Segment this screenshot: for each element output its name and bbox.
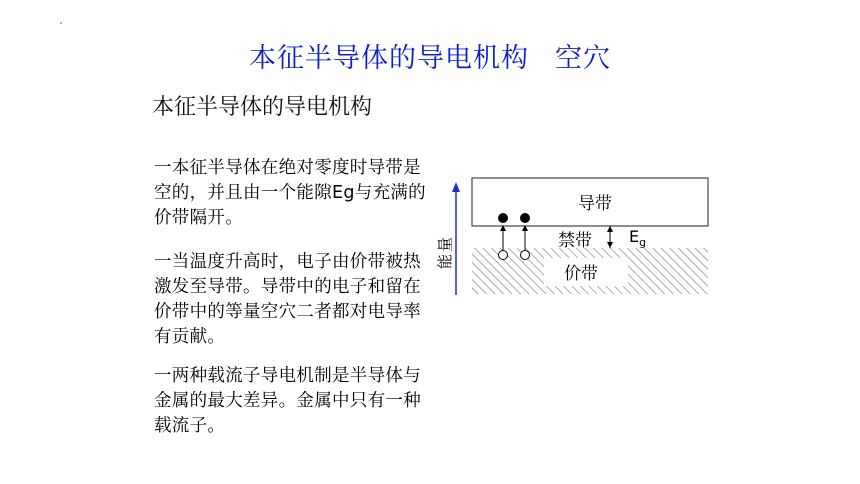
- hole-1: [499, 251, 508, 260]
- band-diagram: [420, 160, 720, 300]
- electron-1: [498, 213, 508, 223]
- energy-axis-arrowhead: [452, 182, 460, 192]
- title-main: 本征半导体的导电机构: [249, 43, 529, 74]
- title-sub: 空穴: [555, 43, 611, 74]
- paragraph-3: 一两种载流子导电机制是半导体与金属的最大差异。金属中只有一种载流子。: [154, 366, 421, 436]
- slide-title: [0, 36, 860, 75]
- hole-2: [521, 251, 530, 260]
- paragraph-1: 一本征半导体在绝对零度时导带是空的，并且由一个能隙Eg与充满的价带隔开。: [154, 158, 426, 228]
- gap-marker-top-arrow: [607, 226, 613, 232]
- decorative-dot: [60, 22, 62, 24]
- energy-axis-label: 能量: [436, 234, 454, 269]
- forbidden-band-label: 禁带: [558, 231, 592, 251]
- gap-marker-bottom-arrow: [607, 242, 613, 248]
- electron-2: [520, 213, 530, 223]
- conduction-band-label: 导带: [578, 194, 612, 214]
- section-heading: 本征半导体的导电机构: [152, 95, 373, 120]
- gap-symbol: $E_g$: [629, 227, 647, 249]
- valence-band-label: 价带: [564, 264, 598, 284]
- paragraph-2: 一当温度升高时，电子由价带被热激发至导带。导带中的电子和留在价带中的等量空穴二者都对电导率有贡献。: [154, 252, 421, 347]
